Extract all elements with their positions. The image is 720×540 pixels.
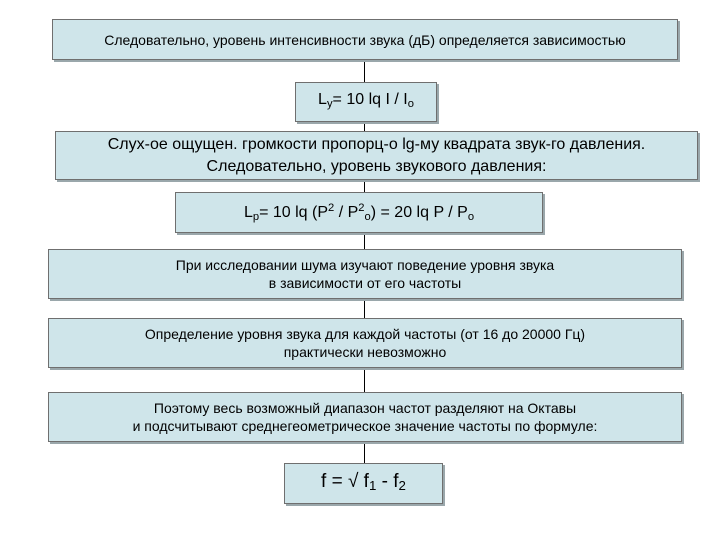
pressure-formula-box [175,192,543,233]
connector-3-4 [364,180,365,192]
octave-box [48,392,682,442]
intensity-level-box [52,19,678,60]
frequency-limit-line1: Определение уровня звука для каждой частоты (от 16 до 20000 Гц) [144,326,586,342]
octave-line1: Поэтому весь возможный диапазон частот разделяют на Октавы [153,400,577,416]
connector-6-7 [364,368,365,392]
connector-4-5 [364,233,365,249]
connector-2-3 [364,122,365,131]
pressure-formula: $L_p= 10$ lq $(P^2 / P^2_o) = 20$ lq P / $P_o$ [243,202,475,223]
intensity-formula-box [295,82,437,122]
noise-study-box [48,249,682,299]
intensity-formula: $L_у= 10$ lq I / $I_o$ [318,91,414,110]
pressure-perception-box [55,131,698,180]
pressure-perception-line2: Следовательно, уровень звукового давления: [206,157,547,175]
frequency-limit-line2: практически невозможно [283,344,447,360]
noise-study-line2: в зависимости от его частоты [268,275,462,291]
noise-study-line1: При исследовании шума изучают поведение уровня звука [175,257,555,273]
frequency-formula: f = √ $f_1 - f_2$ [321,470,406,493]
intensity-level-text: Следовательно, уровень интенсивности звука (дБ) определяется зависимостью [104,31,626,48]
octave-line2: и подсчитывают среднегеометрическое значение частоты по формуле: [132,418,598,434]
connector-1-2 [364,60,365,82]
connector-7-8 [364,442,365,463]
connector-5-6 [364,299,365,318]
pressure-perception-line1: Слух-ое ощущен. громкости пропорц-о lg-му квадрата звук-го давления. [107,135,646,153]
frequency-formula-box [284,463,443,504]
frequency-limit-box [48,318,682,368]
